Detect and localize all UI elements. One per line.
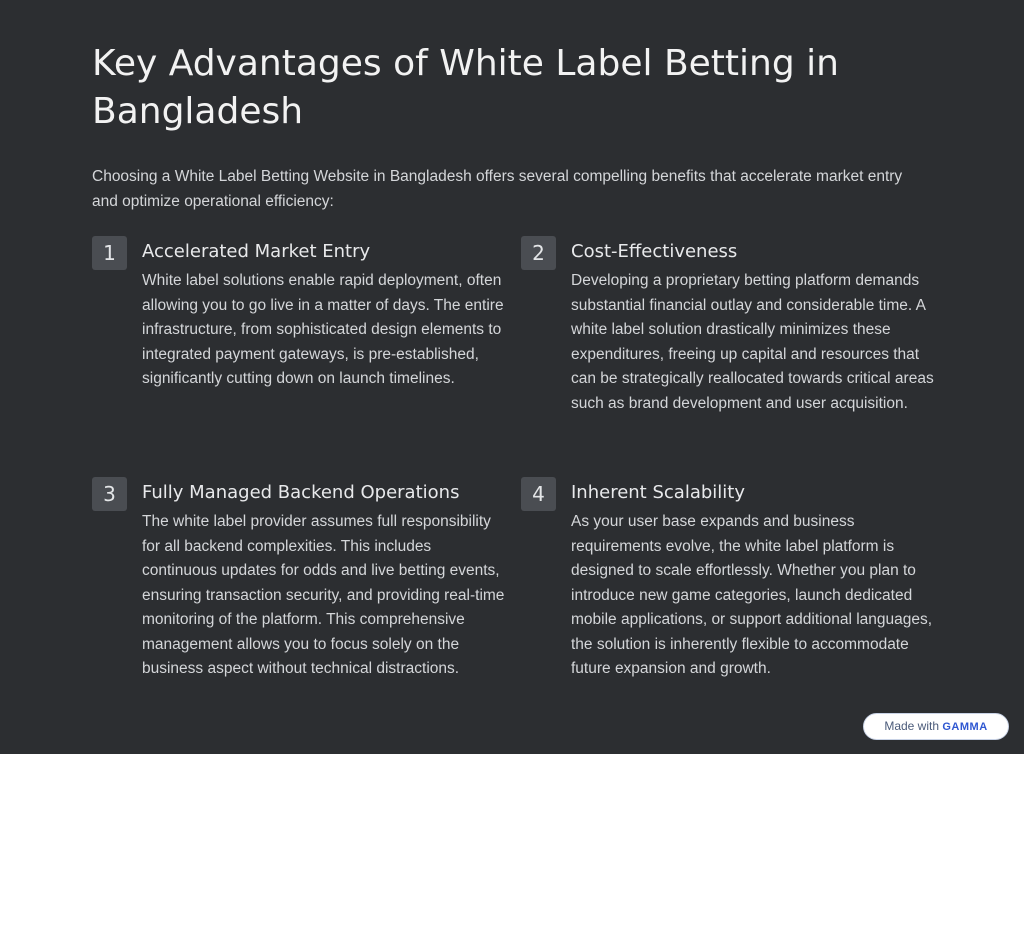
gamma-logo: GAMMA [942, 721, 988, 733]
card-title: Accelerated Market Entry [142, 241, 371, 262]
intro-paragraph: Choosing a White Label Betting Website in Bangladesh offers several compelling benefits that accelerate market entry and optimize operational efficiency: [92, 168, 903, 210]
number-badge: 4 [521, 477, 556, 511]
number-badge: 2 [521, 236, 556, 270]
card-body: White label solutions enable rapid deployment, often allowing you to go live in a matter of days. The entire infrastructure, from sophisticated design elements to integrated payment gateways, is pre-established, significantly cutting down on launch timelines. [142, 272, 504, 387]
number-badge: 3 [92, 477, 127, 511]
card-body: Developing a proprietary betting platform demands substantial financial outlay and considerable time. A white label solution drastically minimizes these expenditures, freeing up capital and resources that can be strategically reallocated towards critical areas such as brand development and user acquisition. [571, 272, 934, 412]
card-title: Inherent Scalability [571, 482, 745, 503]
card-body: As your user base expands and business requirements evolve, the white label platform is designed to scale effortlessly. Whether you plan to introduce new game categories, launch dedicated mobile applications, or support additional languages, the solution is inherently flexible to accommodate future expansion and growth. [571, 513, 933, 677]
number-badge: 1 [92, 236, 127, 270]
card-body: The white label provider assumes full responsibility for all backend complexities. This includes continuous updates for odds and live betting events, ensuring transaction security, and providing real-time monitoring of the platform. This comprehensive management allows you to focus solely on the business aspect without technical distractions. [142, 513, 505, 677]
card-title: Fully Managed Backend Operations [142, 482, 460, 503]
card-title: Cost-Effectiveness [571, 241, 738, 262]
made-with-label: Made with [884, 719, 940, 733]
made-with-gamma-button[interactable] [863, 713, 1009, 740]
page-title: Key Advantages of White Label Betting in Bangladesh [92, 43, 839, 132]
